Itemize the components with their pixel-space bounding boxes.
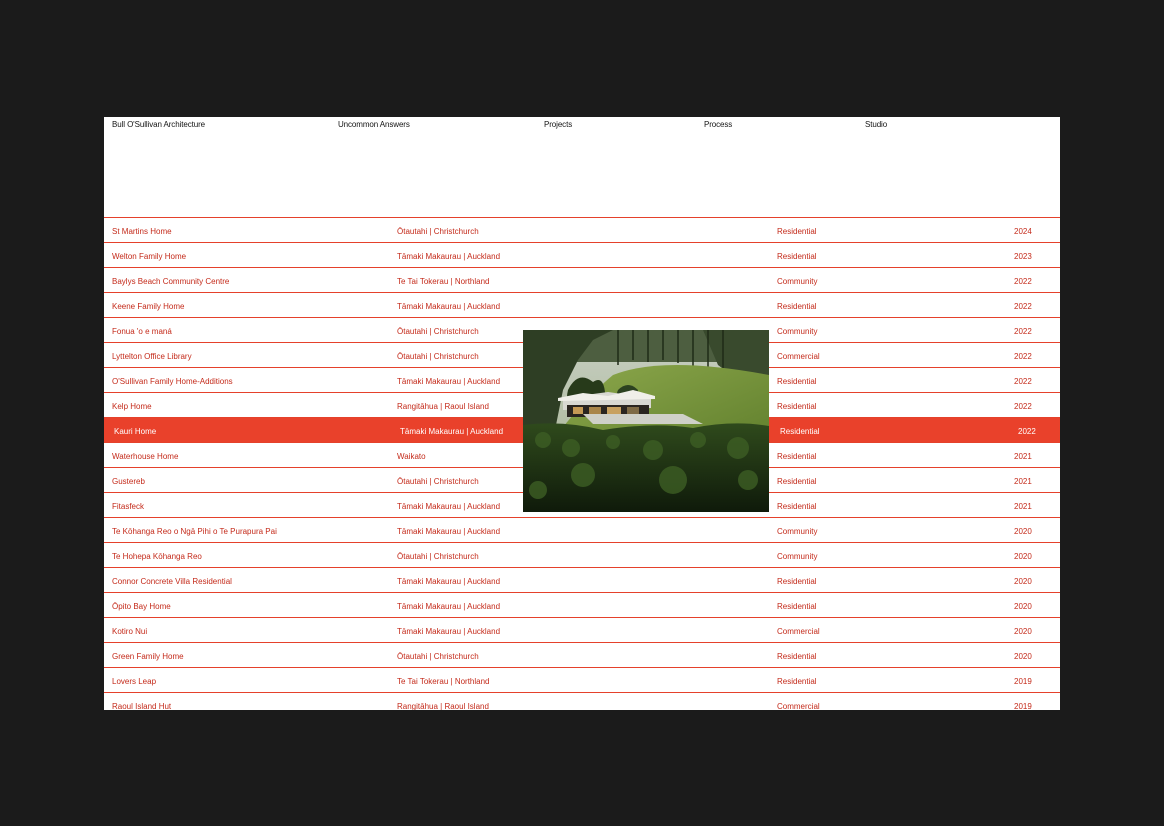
project-year: 2022: [1014, 327, 1032, 336]
project-year: 2020: [1014, 602, 1032, 611]
project-type: Community: [777, 527, 818, 536]
project-name: Te Kōhanga Reo o Ngā Pihi o Te Purapura Pai: [112, 527, 277, 536]
project-name: Gustereb: [112, 477, 145, 486]
project-row[interactable]: [104, 567, 1060, 592]
project-name: Raoul Island Hut: [112, 702, 172, 710]
project-location: Tāmaki Makaurau | Auckland: [397, 377, 501, 386]
project-row[interactable]: [104, 592, 1060, 617]
project-name: Fonua 'o e maná: [112, 327, 172, 336]
project-location: Ōtautahi | Christchurch: [397, 352, 479, 361]
project-location: Rangitāhua | Raoul Island: [397, 402, 489, 411]
project-type: Residential: [777, 502, 817, 511]
project-year: 2022: [1018, 427, 1036, 436]
project-name: Waterhouse Home: [112, 452, 179, 461]
project-name: Green Family Home: [112, 652, 184, 661]
project-preview-image: [523, 330, 769, 512]
project-location: Tāmaki Makaurau | Auckland: [397, 527, 501, 536]
project-year: 2020: [1014, 527, 1032, 536]
nav-process[interactable]: Process: [704, 120, 733, 129]
project-location: Tāmaki Makaurau | Auckland: [397, 502, 501, 511]
project-year: 2022: [1014, 377, 1032, 386]
project-year: 2021: [1014, 452, 1032, 461]
brand-logo-link[interactable]: Bull O'Sullivan Architecture: [112, 120, 205, 129]
project-location: Tāmaki Makaurau | Auckland: [397, 602, 501, 611]
project-name: Ōpito Bay Home: [112, 602, 171, 611]
project-row[interactable]: [104, 267, 1060, 292]
project-location: Tāmaki Makaurau | Auckland: [397, 577, 501, 586]
project-type: Residential: [777, 577, 817, 586]
project-row[interactable]: [104, 242, 1060, 267]
project-type: Residential: [777, 652, 817, 661]
project-row[interactable]: [104, 667, 1060, 692]
project-type: Residential: [777, 402, 817, 411]
project-type: Commercial: [777, 352, 820, 361]
project-name: O'Sullivan Family Home-Additions: [112, 377, 233, 386]
project-year: 2020: [1014, 552, 1032, 561]
project-type: Commercial: [777, 702, 820, 710]
project-name: Te Hohepa Kōhanga Reo: [112, 552, 202, 561]
project-type: Residential: [777, 602, 817, 611]
project-name: Kotiro Nui: [112, 627, 148, 636]
project-name: Lyttelton Office Library: [112, 352, 192, 361]
project-name: Keene Family Home: [112, 302, 185, 311]
house-on-hillside-photo: [523, 330, 769, 512]
project-name: Fitasfeck: [112, 502, 145, 511]
project-row[interactable]: [104, 517, 1060, 542]
project-type: Residential: [780, 427, 820, 436]
project-year: 2022: [1014, 352, 1032, 361]
project-type: Community: [777, 277, 818, 286]
project-location: Rangitāhua | Raoul Island: [397, 702, 489, 710]
project-year: 2022: [1014, 277, 1032, 286]
project-location: Waikato: [397, 452, 426, 461]
project-type: Residential: [777, 452, 817, 461]
project-location: Ōtautahi | Christchurch: [397, 477, 479, 486]
project-location: Ōtautahi | Christchurch: [397, 227, 479, 236]
project-name: Kelp Home: [112, 402, 152, 411]
project-year: 2024: [1014, 227, 1032, 236]
project-year: 2022: [1014, 302, 1032, 311]
project-year: 2020: [1014, 627, 1032, 636]
project-name: Lovers Leap: [112, 677, 157, 686]
project-location: Tāmaki Makaurau | Auckland: [397, 627, 501, 636]
project-row[interactable]: [104, 217, 1060, 242]
nav-uncommon-answers[interactable]: Uncommon Answers: [338, 120, 410, 129]
project-name: St Martins Home: [112, 227, 172, 236]
project-type: Community: [777, 552, 818, 561]
nav-projects[interactable]: Projects: [544, 120, 573, 129]
project-row[interactable]: [104, 292, 1060, 317]
project-year: 2019: [1014, 702, 1032, 710]
project-type: Community: [777, 327, 818, 336]
project-year: 2021: [1014, 502, 1032, 511]
project-year: 2020: [1014, 652, 1032, 661]
project-name: Welton Family Home: [112, 252, 187, 261]
project-location: Ōtautahi | Christchurch: [397, 327, 479, 336]
project-name: Baylys Beach Community Centre: [112, 277, 230, 286]
project-type: Commercial: [777, 627, 820, 636]
project-row[interactable]: [104, 542, 1060, 567]
project-location: Te Tai Tokerau | Northland: [397, 677, 490, 686]
project-year: 2019: [1014, 677, 1032, 686]
project-type: Residential: [777, 377, 817, 386]
project-year: 2022: [1014, 402, 1032, 411]
nav-studio[interactable]: Studio: [865, 120, 888, 129]
site-frame: [104, 117, 1060, 710]
project-location: Tāmaki Makaurau | Auckland: [397, 252, 501, 261]
top-navigation: [104, 117, 1060, 217]
project-type: Residential: [777, 477, 817, 486]
project-location: Te Tai Tokerau | Northland: [397, 277, 490, 286]
project-name: Connor Concrete Villa Residential: [112, 577, 232, 586]
project-row[interactable]: [104, 642, 1060, 667]
project-year: 2020: [1014, 577, 1032, 586]
project-location: Tāmaki Makaurau | Auckland: [400, 427, 504, 436]
project-year: 2021: [1014, 477, 1032, 486]
project-year: 2023: [1014, 252, 1032, 261]
project-location: Ōtautahi | Christchurch: [397, 552, 479, 561]
project-row[interactable]: [104, 617, 1060, 642]
project-type: Residential: [777, 302, 817, 311]
project-type: Residential: [777, 677, 817, 686]
project-type: Residential: [777, 227, 817, 236]
project-type: Residential: [777, 252, 817, 261]
project-location: Ōtautahi | Christchurch: [397, 652, 479, 661]
project-location: Tāmaki Makaurau | Auckland: [397, 302, 501, 311]
project-name: Kauri Home: [114, 427, 157, 436]
project-row[interactable]: [104, 692, 1060, 710]
